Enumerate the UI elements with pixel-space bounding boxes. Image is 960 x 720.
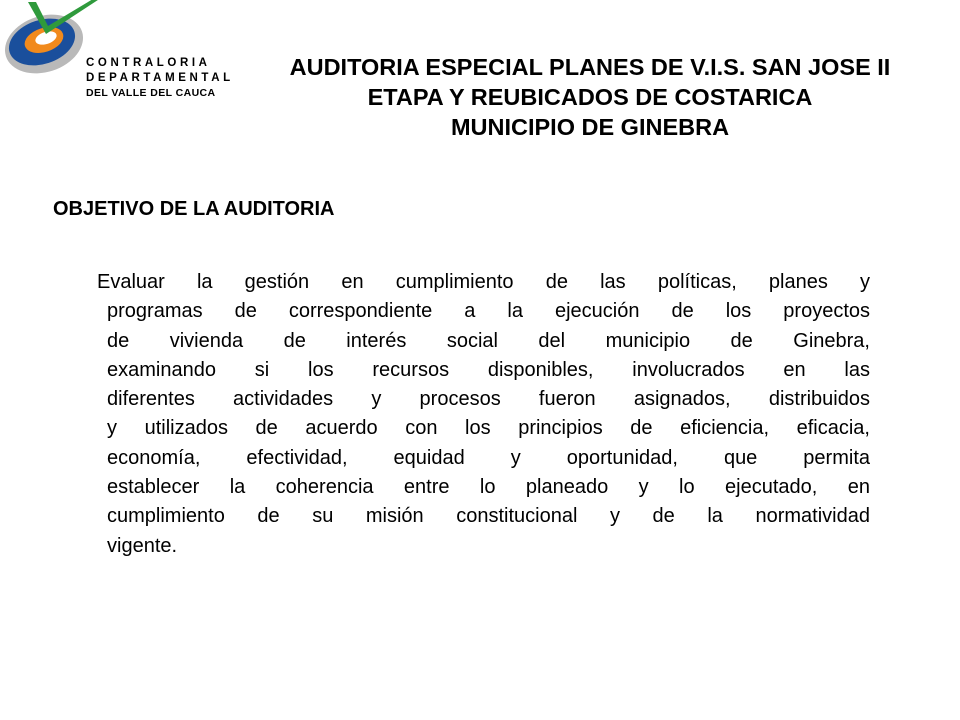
document-title	[240, 52, 940, 142]
paragraph-line: diferentes actividades y procesos fueron asignados, distribuidos	[107, 388, 870, 411]
paragraph-line: establecer la coherencia entre lo planeado y lo ejecutado, en	[107, 476, 870, 499]
paragraph-line: de vivienda de interés social del municipio de Ginebra,	[107, 329, 870, 352]
paragraph-line: economía, efectividad, equidad y oportunidad, que permita	[107, 446, 870, 469]
title-line-3: MUNICIPIO DE GINEBRA	[450, 114, 730, 140]
paragraph-line: programas de correspondiente a la ejecución de los proyectos	[107, 300, 870, 323]
section-heading: OBJETIVO DE LA AUDITORIA	[53, 198, 335, 220]
paragraph-line: cumplimiento de su misión constitucional y de la normatividad	[107, 505, 870, 528]
contraloria-logo	[0, 0, 234, 120]
logo-line-1: CONTRALORIA	[86, 57, 211, 69]
logo-line-2: DEPARTAMENTAL	[86, 72, 234, 84]
logo-line-3: DEL VALLE DEL CAUCA	[86, 87, 216, 99]
logo-text	[86, 56, 234, 101]
paragraph-line: vigente.	[107, 534, 178, 557]
objective-paragraph	[97, 268, 870, 561]
paragraph-line: examinando si los recursos disponibles, involucrados en las	[107, 358, 870, 381]
title-line-1: AUDITORIA ESPECIAL PLANES DE V.I.S. SAN JOSE II	[289, 54, 891, 80]
title-line-2: ETAPA Y REUBICADOS DE COSTARICA	[367, 84, 813, 110]
paragraph-line: y utilizados de acuerdo con los principios de eficiencia, eficacia,	[107, 417, 870, 440]
paragraph-line: Evaluar la gestión en cumplimiento de las políticas, planes y	[97, 271, 870, 293]
